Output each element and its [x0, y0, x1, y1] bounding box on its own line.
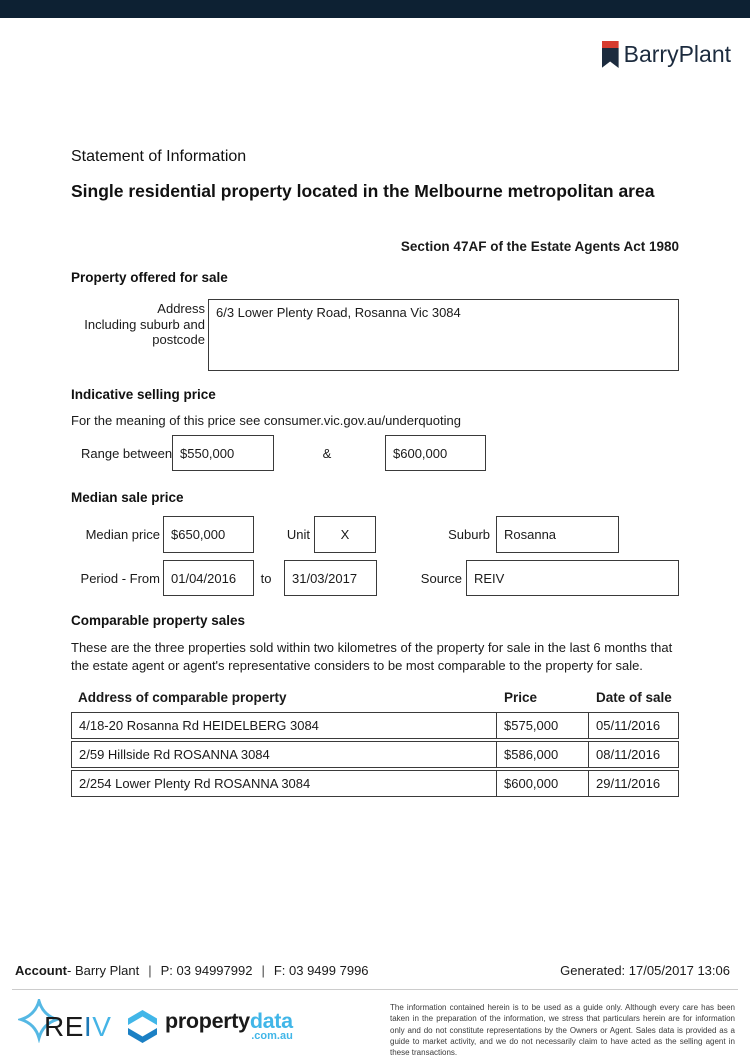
source-label: Source — [420, 570, 462, 586]
phone-number: P: 03 94997992 — [160, 963, 253, 978]
address-label-line1: Address — [157, 301, 205, 316]
fax-number: F: 03 9499 7996 — [273, 963, 369, 978]
cell-address: 4/18-20 Rosanna Rd HEIDELBERG 3084 — [79, 718, 319, 733]
reiv-wordmark — [44, 1011, 111, 1043]
unit-field: X — [314, 516, 376, 553]
table-row — [71, 770, 679, 797]
comparables-table — [71, 712, 679, 797]
barry-plant-logo — [602, 41, 731, 68]
comparables-heading: Comparable property sales — [71, 613, 246, 628]
cell-date: 05/11/2016 — [588, 713, 678, 738]
address-label — [71, 301, 205, 348]
median-price-label: Median price — [85, 527, 160, 542]
median-price-field: $650,000 — [163, 516, 254, 553]
reiv-logo — [18, 999, 128, 1051]
cell-address: 2/59 Hillside Rd ROSANNA 3084 — [79, 747, 270, 762]
bookmark-icon — [602, 41, 619, 68]
address-field: 6/3 Lower Plenty Road, Rosanna Vic 3084 — [208, 299, 679, 371]
page-title: Single residential property located in the Melbourne metropolitan area — [71, 181, 655, 201]
period-to-field: 31/03/2017 — [284, 560, 377, 596]
reiv-i: I — [83, 1011, 93, 1042]
period-from-field: 01/04/2016 — [163, 560, 254, 596]
range-between-label: Range between — [81, 445, 173, 461]
range-low-field: $550,000 — [172, 435, 274, 471]
col-header-date: Date of sale — [596, 690, 672, 705]
reiv-v: V — [92, 1011, 112, 1042]
range-high-field: $600,000 — [385, 435, 486, 471]
col-header-address: Address of comparable property — [78, 690, 287, 705]
suburb-field: Rosanna — [496, 516, 619, 553]
median-price-heading: Median sale price — [71, 490, 184, 505]
table-header — [71, 690, 679, 705]
period-from-label: Period - From — [80, 570, 160, 586]
disclaimer-text: The information contained herein is to be used as a guide only. Although every care has been taken in the preparation of the information, we stress that particulars herein are for information only and do not constitute representations by the Owners or Agent. Sales data is provided as a guide to market activity, and we do not necessarily claim to have acted as the selling agent in these transactions. — [390, 1003, 735, 1058]
property-offered-heading: Property offered for sale — [71, 270, 228, 285]
cell-price: $586,000 — [496, 742, 588, 767]
pipe-separator: | — [148, 963, 152, 978]
account-label: Account — [15, 963, 67, 978]
ampersand: & — [322, 445, 332, 461]
unit-label: Unit — [286, 527, 310, 542]
account-line — [15, 963, 369, 978]
section-reference: Section 47AF of the Estate Agents Act 1980 — [400, 239, 679, 254]
reiv-re: RE — [44, 1011, 84, 1042]
address-label-line3: postcode — [152, 332, 205, 347]
generated-timestamp: Generated: 17/05/2017 13:06 — [560, 963, 730, 978]
top-navy-bar — [0, 0, 750, 18]
cell-date: 29/11/2016 — [588, 771, 678, 796]
table-row — [71, 712, 679, 739]
underquoting-note: For the meaning of this price see consumer.vic.gov.au/underquoting — [71, 413, 461, 428]
comparables-description: These are the three properties sold within two kilometres of the property for sale in the last 6 months that the estate agent or agent's representative considers to be most comparable to the property for sale. — [71, 640, 673, 673]
propertydata-word2: data — [249, 1009, 293, 1033]
propertydata-wordmark — [165, 1009, 293, 1043]
col-header-price: Price — [504, 690, 538, 705]
source-field: REIV — [466, 560, 679, 596]
propertydata-word1: property — [165, 1009, 250, 1033]
propertydata-domain: .com.au — [251, 1030, 293, 1042]
suburb-label: Suburb — [448, 527, 490, 542]
account-value: - Barry Plant — [67, 963, 140, 978]
indicative-price-heading: Indicative selling price — [71, 387, 216, 402]
footer-divider — [12, 989, 738, 990]
propertydata-chevrons-icon — [127, 1010, 158, 1043]
pipe-separator: | — [261, 963, 265, 978]
cell-date: 08/11/2016 — [588, 742, 678, 767]
address-label-line2: Including suburb and — [84, 316, 205, 332]
propertydata-logo — [127, 1009, 293, 1043]
to-label: to — [260, 570, 272, 586]
doc-subtitle: Statement of Information — [71, 148, 247, 165]
cell-address: 2/254 Lower Plenty Rd ROSANNA 3084 — [79, 776, 311, 791]
table-row — [71, 741, 679, 768]
cell-price: $575,000 — [496, 713, 588, 738]
brand-name: BarryPlant — [623, 41, 731, 67]
cell-price: $600,000 — [496, 771, 588, 796]
